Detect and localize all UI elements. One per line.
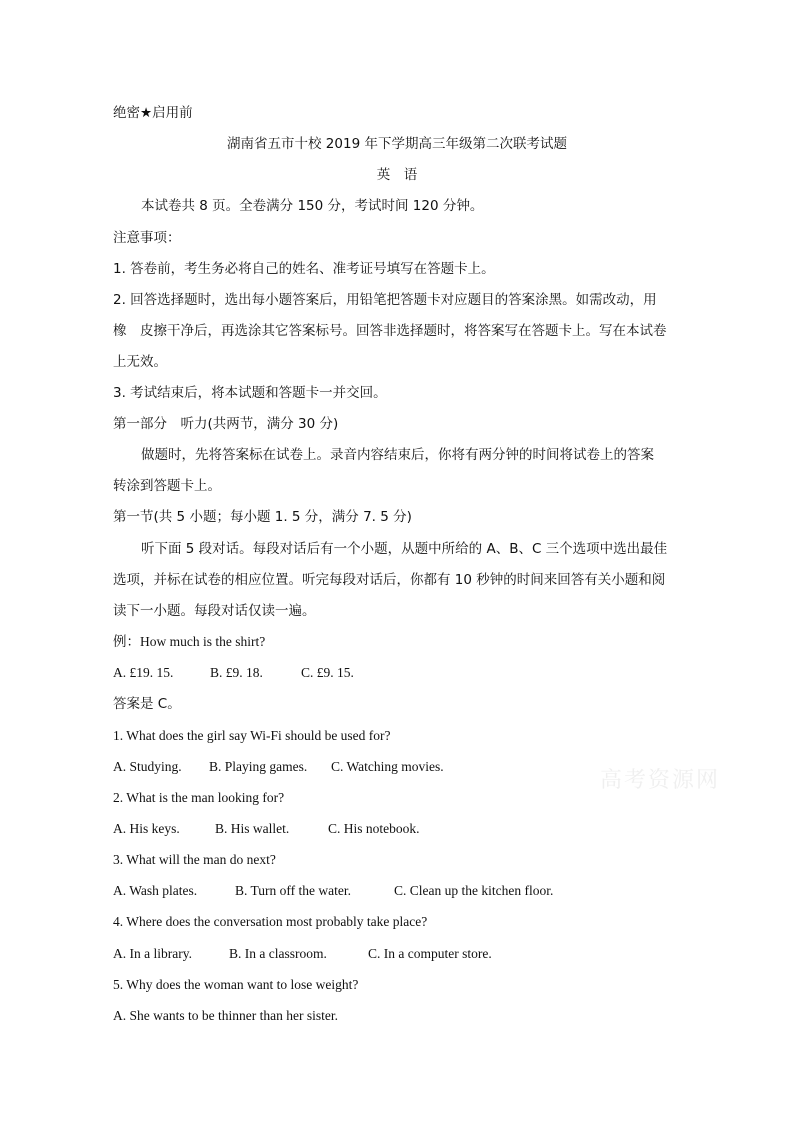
notes-item-3: 3. 考试结束后，将本试题和答题卡一并交回。 [113,385,387,401]
part1-instruction-line-2: 转涂到答题卡上。 [113,478,221,494]
question-2-option-b: B. His wallet. [215,821,290,836]
question-2-options [113,820,420,838]
question-5: 5. Why does the woman want to lose weight? [113,977,359,992]
notes-item-2-line-1: 2. 回答选择题时，选出每小题答案后，用铅笔把答题卡对应题目的答案涂黑。如需改动，用 [113,292,657,308]
question-3-options [113,882,553,900]
question-2-option-c: C. His notebook. [328,821,420,836]
question-5-option-a: A. She wants to be thinner than her sister. [113,1008,338,1023]
section1-instruction-line-3: 读下一小题。每段对话仅读一遍。 [113,603,316,619]
example-option-c: C. £9. 15. [301,665,354,680]
question-4-option-b: B. In a classroom. [229,946,327,961]
part1-heading: 第一部分 听力(共两节，满分 30 分) [113,416,339,432]
question-3-option-c: C. Clean up the kitchen floor. [394,883,554,898]
watermark: 高考资源网 [600,768,721,793]
question-2-option-a: A. His keys. [113,821,180,836]
example-options [113,664,354,682]
question-3: 3. What will the man do next? [113,852,276,867]
notes-item-2-line-2: 橡 皮擦干净后，再选涂其它答案标号。回答非选择题时，将答案写在答题卡上。写在本试卷 [113,323,667,339]
question-1-option-c: C. Watching movies. [331,759,444,774]
question-2: 2. What is the man looking for? [113,790,285,805]
question-1-options [113,758,444,776]
intro-text: 本试卷共 8 页。全卷满分 150 分，考试时间 120 分钟。 [141,198,484,214]
subject-title: 英 语 [376,167,418,183]
example-question: 例：How much is the shirt? [113,634,266,649]
question-1-option-b: B. Playing games. [209,759,308,774]
question-4: 4. Where does the conversation most probably take place? [113,914,428,929]
question-1: 1. What does the girl say Wi-Fi should be used for? [113,728,391,743]
section1-instruction-line-2: 选项，并标在试卷的相应位置。听完每段对话后，你都有 10 秒钟的时间来回答有关小题和阅 [113,572,666,588]
exam-title: 湖南省五市十校 2019 年下学期高三年级第二次联考试题 [227,136,567,152]
section1-instruction-line-1: 听下面 5 段对话。每段对话后有一个小题，从题中所给的 A、B、C 三个选项中选出最佳 [141,541,668,557]
part1-instruction-line-1: 做题时，先将答案标在试卷上。录音内容结束后，你将有两分钟的时间将试卷上的答案 [141,447,654,463]
question-3-option-a: A. Wash plates. [113,883,198,898]
secret-label: 绝密★启用前 [113,105,193,121]
notes-item-1: 1. 答卷前，考生务必将自己的姓名、准考证号填写在答题卡上。 [113,261,495,277]
question-3-option-b: B. Turn off the water. [235,883,352,898]
example-option-a: A. £19. 15. [113,665,174,680]
notes-item-2-line-3: 上无效。 [113,354,167,370]
example-option-b: B. £9. 18. [210,665,263,680]
question-1-option-a: A. Studying. [113,759,182,774]
question-4-options [113,945,492,963]
question-4-option-c: C. In a computer store. [368,946,492,961]
example-answer: 答案是 C。 [113,696,181,712]
question-4-option-a: A. In a library. [113,946,192,961]
notes-heading: 注意事项： [113,230,181,246]
section1-heading: 第一节(共 5 小题；每小题 1. 5 分，满分 7. 5 分) [113,509,412,525]
